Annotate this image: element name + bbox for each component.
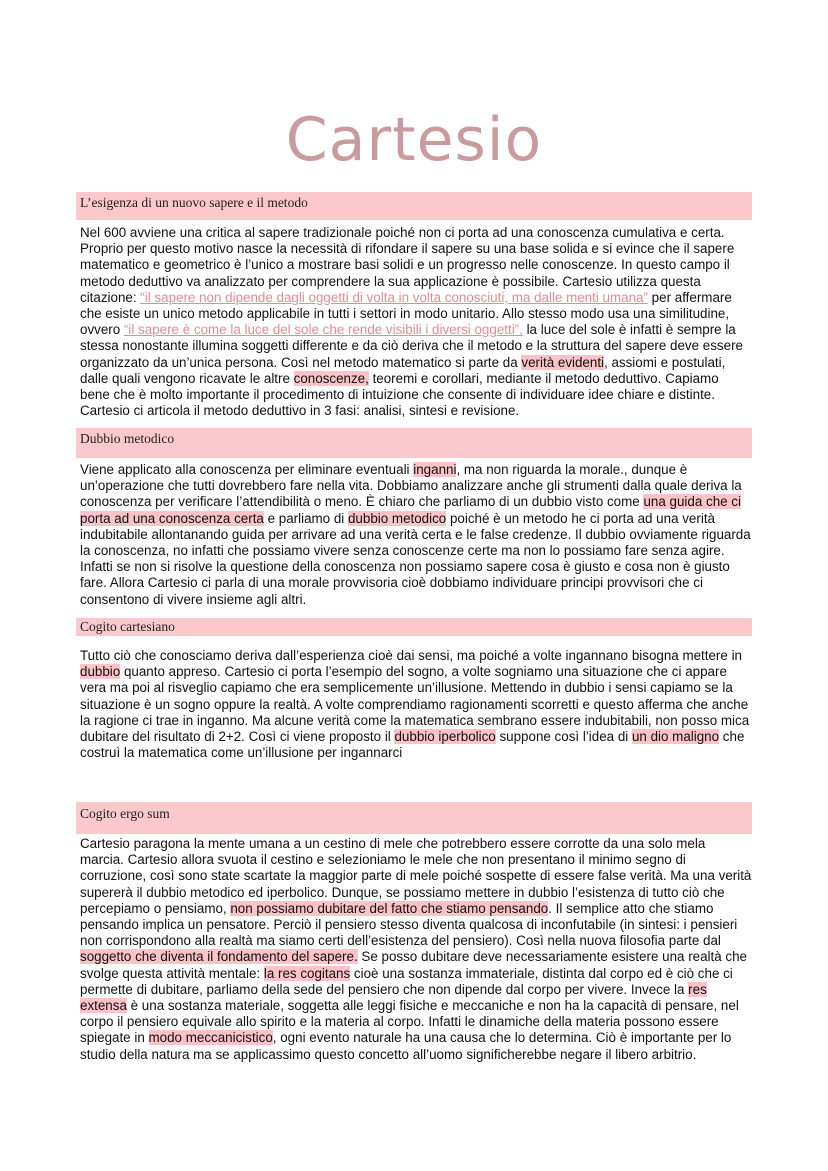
highlight: conoscenze, [293,370,369,386]
highlight: dubbio [80,664,121,680]
highlight: non possiamo dubitare del fatto che stiamo pensando [230,900,549,916]
highlight: una guida che ci porta ad una conoscenza certa [80,494,741,526]
section-heading-cogito-ergo-sum: Cogito ergo sum [76,802,752,834]
section-body-cogito-cartesiano: Tutto ciò che conosciamo deriva dall’esperienza cioè dai sensi, ma poiché a volte ingannano bisogna mettere in dubbio quanto appreso. Cartesio ci porta l’esempio del sogno, a volte sogniamo una situazione che ci appare vera ma poi al risveglio capiamo che era semplicemente un’illusione. Mettendo in dubbio i sensi capiamo se la situazione è un sogno oppure la realtà. A volte comprendiamo ragionamenti scorretti e questo afferma che anche la ragione ci trae in inganno. Ma alcune verità come la matematica sembrano essere indubitabili, non posso mica dubitare del risultato di 2+2. Così ci viene proposto il dubbio iperbolico suppone così l’idea di un dio maligno che costruì la matematica come un’illusione per ingannarci [80,648,750,761]
highlight: res extensa [80,981,707,1014]
page-title: Cartesio [285,105,543,175]
section-body-metodo: Nel 600 avviene una critica al sapere tradizionale poiché non ci porta ad una conoscenza cumulativa e certa. Proprio per questo motivo nasce la necessità di rifondare il sapere su una base solida e si evince che il sapere matematico e geometrico è l’unico a mostrare basi solidi e un progresso nelle conoscenze. In questo campo il metodo deduttivo va analizzato per comprendere la sua applicazione è possibile. Cartesio utilizza questa citazione: “il sapere non dipende dagli oggetti di volta in volta conosciuti, ma dalle menti umana” per affermare che esiste un unico metodo applicabile in tutti i settori in modo unitario. Allo stesso modo usa una similitudine, ovvero “il sapere è come la luce del sole che rende visibili i diversi oggetti”, la luce del sole è infatti è sempre la stessa nonostante illumina soggetti differente e da ciò deriva che il metodo e la struttura del sapere deve essere organizzato da un’unica persona. Così nel metodo matematico si parte da verità evidenti, assiomi e postulati, dalle quali vengono ricavate le altre conoscenze, teoremi e corollari, mediante il metodo deduttivo. Capiamo bene che è molto importante il procedimento di intuizione che consente di individuare idee chiare e distinte. Cartesio ci articola il metodo deduttivo in 3 fasi: analisi, sintesi e revisione. [80,225,743,419]
highlight: la res cogitans [263,965,351,981]
section-heading-metodo: L’esigenza di un nuovo sapere e il metodo [76,192,752,220]
section-body-cogito-ergo-sum: Cartesio paragona la mente umana a un cestino di mele che potrebbero essere corrotte da una solo mela marcia. Cartesio allora svuota il cestino e selezioniamo le mele che non presentano il minimo segno di corruzione, così sono state scartate la maggior parte di mele poiché sospette di essere false verità. Ma una verità supererà il dubbio metodico ed iperbolico. Dunque, se possiamo mettere in dubbio l’esistenza di tutto ciò che percepiamo o pensiamo, non possiamo dubitare del fatto che stiamo pensando. Il semplice atto che stiamo pensando implica un pensatore. Perciò il pensiero stesso diventa qualcosa di inconfutabile (in sintesi: i pensieri non corrispondono alla realtà ma siamo certi dell’esistenza del pensiero). Così nella nuova filosofia parte dal soggetto che diventa il fondamento del sapere. Se posso dubitare deve necessariamente esistere una realtà che svolge questa attività mentale: la res cogitans cioè una sostanza immateriale, distinta dal corpo ed è ciò che ci permette di dubitare, parliamo della sede del pensiero che non dipende dal corpo per vivere. Invece la res extensa è una sostanza materiale, soggetta alle leggi fisiche e meccaniche e non ha la capacità di pensare, nel corpo il pensiero equivale allo spirito e la materia al corpo. Infatti le dinamiche della materia possono essere spiegate in modo meccanicistico, ogni evento naturale ha una causa che lo determina. Ciò è importante per lo studio della natura ma se applicassimo questo concetto all’uomo significherebbe negare il libero arbitrio. [80,836,752,1062]
highlight: dubbio metodico [347,510,447,526]
quote-link-1: “il sapere non dipende dagli oggetti di volta in volta conosciuti, ma dalle menti umana” [140,289,648,305]
highlight: soggetto che diventa il fondamento del sapere. [80,949,358,965]
highlight: inganni [413,462,457,477]
section-body-dubbio-metodico: Viene applicato alla conoscenza per eliminare eventuali inganni, ma non riguarda la morale., dunque è un’operazione che tutti dovrebbero fare nella vita. Dobbiamo analizzare anche gli strumenti dalla quale deriva la conoscenza per verificare l’attendibilità o meno. È chiaro che parliamo di un dubbio visto come una guida che ci porta ad una conoscenza certa e parliamo di dubbio metodico poiché è un metodo he ci porta ad una verità indubitabile allontanando guida per arrivare ad una verità certa e le false credenze. Il dubbio ovviamente riguarda la conoscenza, no infatti che possiamo vivere senza conoscenze certe ma non lo possiamo fare senza agire. Infatti se non si risolve la questione della conoscenza non possiamo sapere cosa è giusto e cosa non è giusto fare. Allora Cartesio ci parla di una morale provvisoria cioè dobbiamo individuare principi provvisori che ci consentono di vivere insieme agli altri. [80,462,751,607]
highlight: dubbio iperbolico [394,729,496,745]
section-heading-dubbio-metodico: Dubbio metodico [76,428,752,458]
highlight: verità evidenti [521,354,605,370]
highlight: un dio maligno [631,729,720,745]
highlight: modo meccanicistico [148,1030,273,1046]
section-heading-cogito-cartesiano: Cogito cartesiano [76,618,752,636]
quote-link-2: “il sapere è come la luce del sole che rende visibili i diversi oggetti”, [123,322,523,338]
